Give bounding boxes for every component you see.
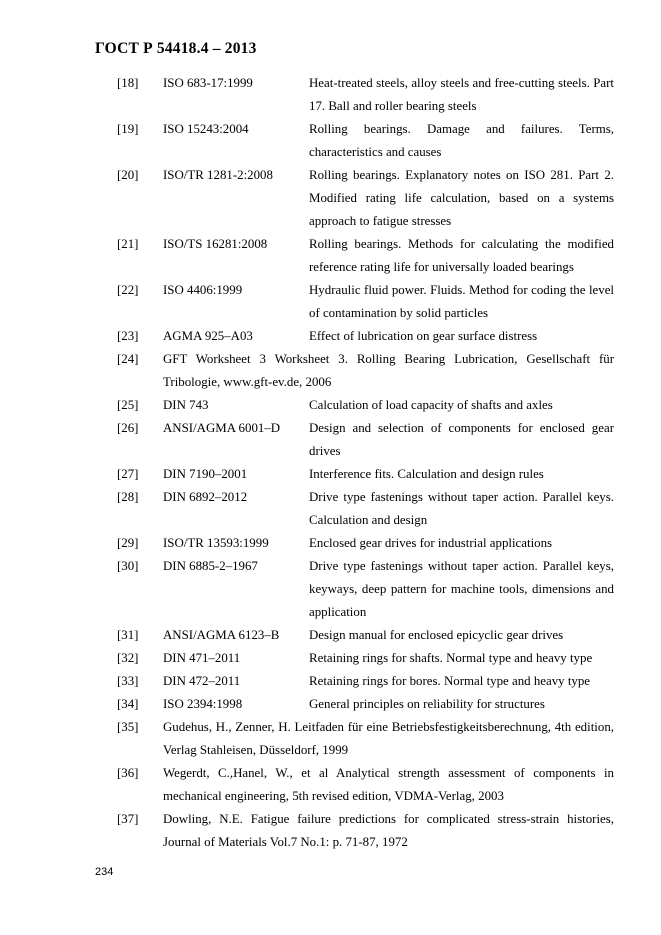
reference-standard-code: ISO 2394:1998 [163,697,243,711]
reference-number: [28] [117,490,139,504]
reference-number: [19] [117,122,139,136]
reference-item [117,394,614,417]
reference-number: [18] [117,76,139,90]
reference-number: [36] [117,766,139,780]
reference-number: [29] [117,536,139,550]
reference-number: [33] [117,674,139,688]
reference-number: [27] [117,467,139,481]
reference-standard-code: DIN 472–2011 [163,674,241,688]
reference-standard-code: DIN 7190–2001 [163,467,248,481]
reference-title: Retaining rings for shafts. Normal type and heavy type [309,651,593,665]
reference-standard-code: DIN 743 [163,398,209,412]
reference-standard-code: ISO 15243:2004 [163,122,249,136]
reference-title: Retaining rings for bores. Normal type and heavy type [309,674,591,688]
reference-item [117,233,614,279]
reference-item [117,670,614,693]
reference-item [117,716,614,762]
reference-item [117,417,614,463]
reference-title: Design and selection of components for enclosed gear drives [309,421,614,458]
reference-title: Calculation of load capacity of shafts and axles [309,398,553,412]
reference-item [117,693,614,716]
reference-number: [25] [117,398,139,412]
reference-number: [22] [117,283,139,297]
reference-number: [32] [117,651,139,665]
reference-title: Drive type fastenings without taper action. Parallel keys, keyways, deep pattern for machine tools, dimensions and application [309,559,614,619]
reference-item [117,808,614,854]
reference-item [117,555,614,624]
reference-number: [37] [117,812,139,826]
reference-title: Design manual for enclosed epicyclic gear drives [309,628,564,642]
reference-title: Enclosed gear drives for industrial applications [309,536,553,550]
reference-title: Heat-treated steels, alloy steels and free-cutting steels. Part 17. Ball and roller bearing steels [309,76,614,113]
reference-item [117,463,614,486]
reference-citation: Dowling, N.E. Fatigue failure predictions for complicated stress-strain histories, Journal of Materials Vol.7 No.1: p. 71-87, 1972 [163,812,614,849]
reference-title: General principles on reliability for structures [309,697,545,711]
reference-item [117,486,614,532]
reference-standard-code: ANSI/AGMA 6123–B [163,628,280,642]
reference-list [117,72,614,854]
reference-citation: Wegerdt, C.,Hanel, W., et al Analytical strength assessment of components in mechanical engineering, 5th revised edition, VDMA-Verlag, 2003 [163,766,614,803]
reference-title: Rolling bearings. Methods for calculating the modified reference rating life for universally loaded bearings [309,237,614,274]
reference-item [117,118,614,164]
reference-standard-code: DIN 471–2011 [163,651,241,665]
reference-number: [26] [117,421,139,435]
reference-number: [24] [117,352,139,366]
reference-standard-code: ISO/TS 16281:2008 [163,237,268,251]
reference-number: [23] [117,329,139,343]
reference-item [117,532,614,555]
reference-citation: Gudehus, H., Zenner, H. Leitfaden für eine Betriebsfestigkeitsberechnung, 4th edition, Verlag Stahleisen, Düsseldorf, 1999 [163,720,614,757]
reference-item [117,325,614,348]
reference-number: [31] [117,628,139,642]
reference-item [117,279,614,325]
reference-title: Effect of lubrication on gear surface distress [309,329,538,343]
reference-standard-code: DIN 6885-2–1967 [163,559,258,573]
reference-standard-code: ISO/TR 13593:1999 [163,536,269,550]
reference-number: [20] [117,168,139,182]
reference-standard-code: AGMA 925–A03 [163,329,253,343]
reference-item [117,624,614,647]
reference-number: [30] [117,559,139,573]
page-number: 234 [95,866,114,878]
reference-item [117,72,614,118]
reference-item [117,762,614,808]
reference-number: [34] [117,697,139,711]
document-header: ГОСТ Р 54418.4 – 2013 [95,40,257,57]
reference-standard-code: ANSI/AGMA 6001–D [163,421,281,435]
reference-item [117,348,614,394]
reference-standard-code: DIN 6892–2012 [163,490,248,504]
reference-title: Hydraulic fluid power. Fluids. Method for coding the level of contamination by solid particles [309,283,614,320]
reference-standard-code: ISO 683-17:1999 [163,76,253,90]
reference-standard-code: ISO 4406:1999 [163,283,243,297]
reference-title: Drive type fastenings without taper action. Parallel keys. Calculation and design [309,490,614,527]
reference-title: Rolling bearings. Explanatory notes on ISO 281. Part 2. Modified rating life calculation, based on a systems approach to fatigue stresses [309,168,614,228]
reference-title: Interference fits. Calculation and design rules [309,467,544,481]
reference-citation: GFT Worksheet 3 Worksheet 3. Rolling Bearing Lubrication, Gesellschaft für Tribologie, www.gft-ev.de, 2006 [163,352,614,389]
reference-standard-code: ISO/TR 1281-2:2008 [163,168,273,182]
reference-item [117,647,614,670]
reference-title: Rolling bearings. Damage and failures. Terms, characteristics and causes [309,122,614,159]
reference-number: [21] [117,237,139,251]
reference-number: [35] [117,720,139,734]
reference-item [117,164,614,233]
